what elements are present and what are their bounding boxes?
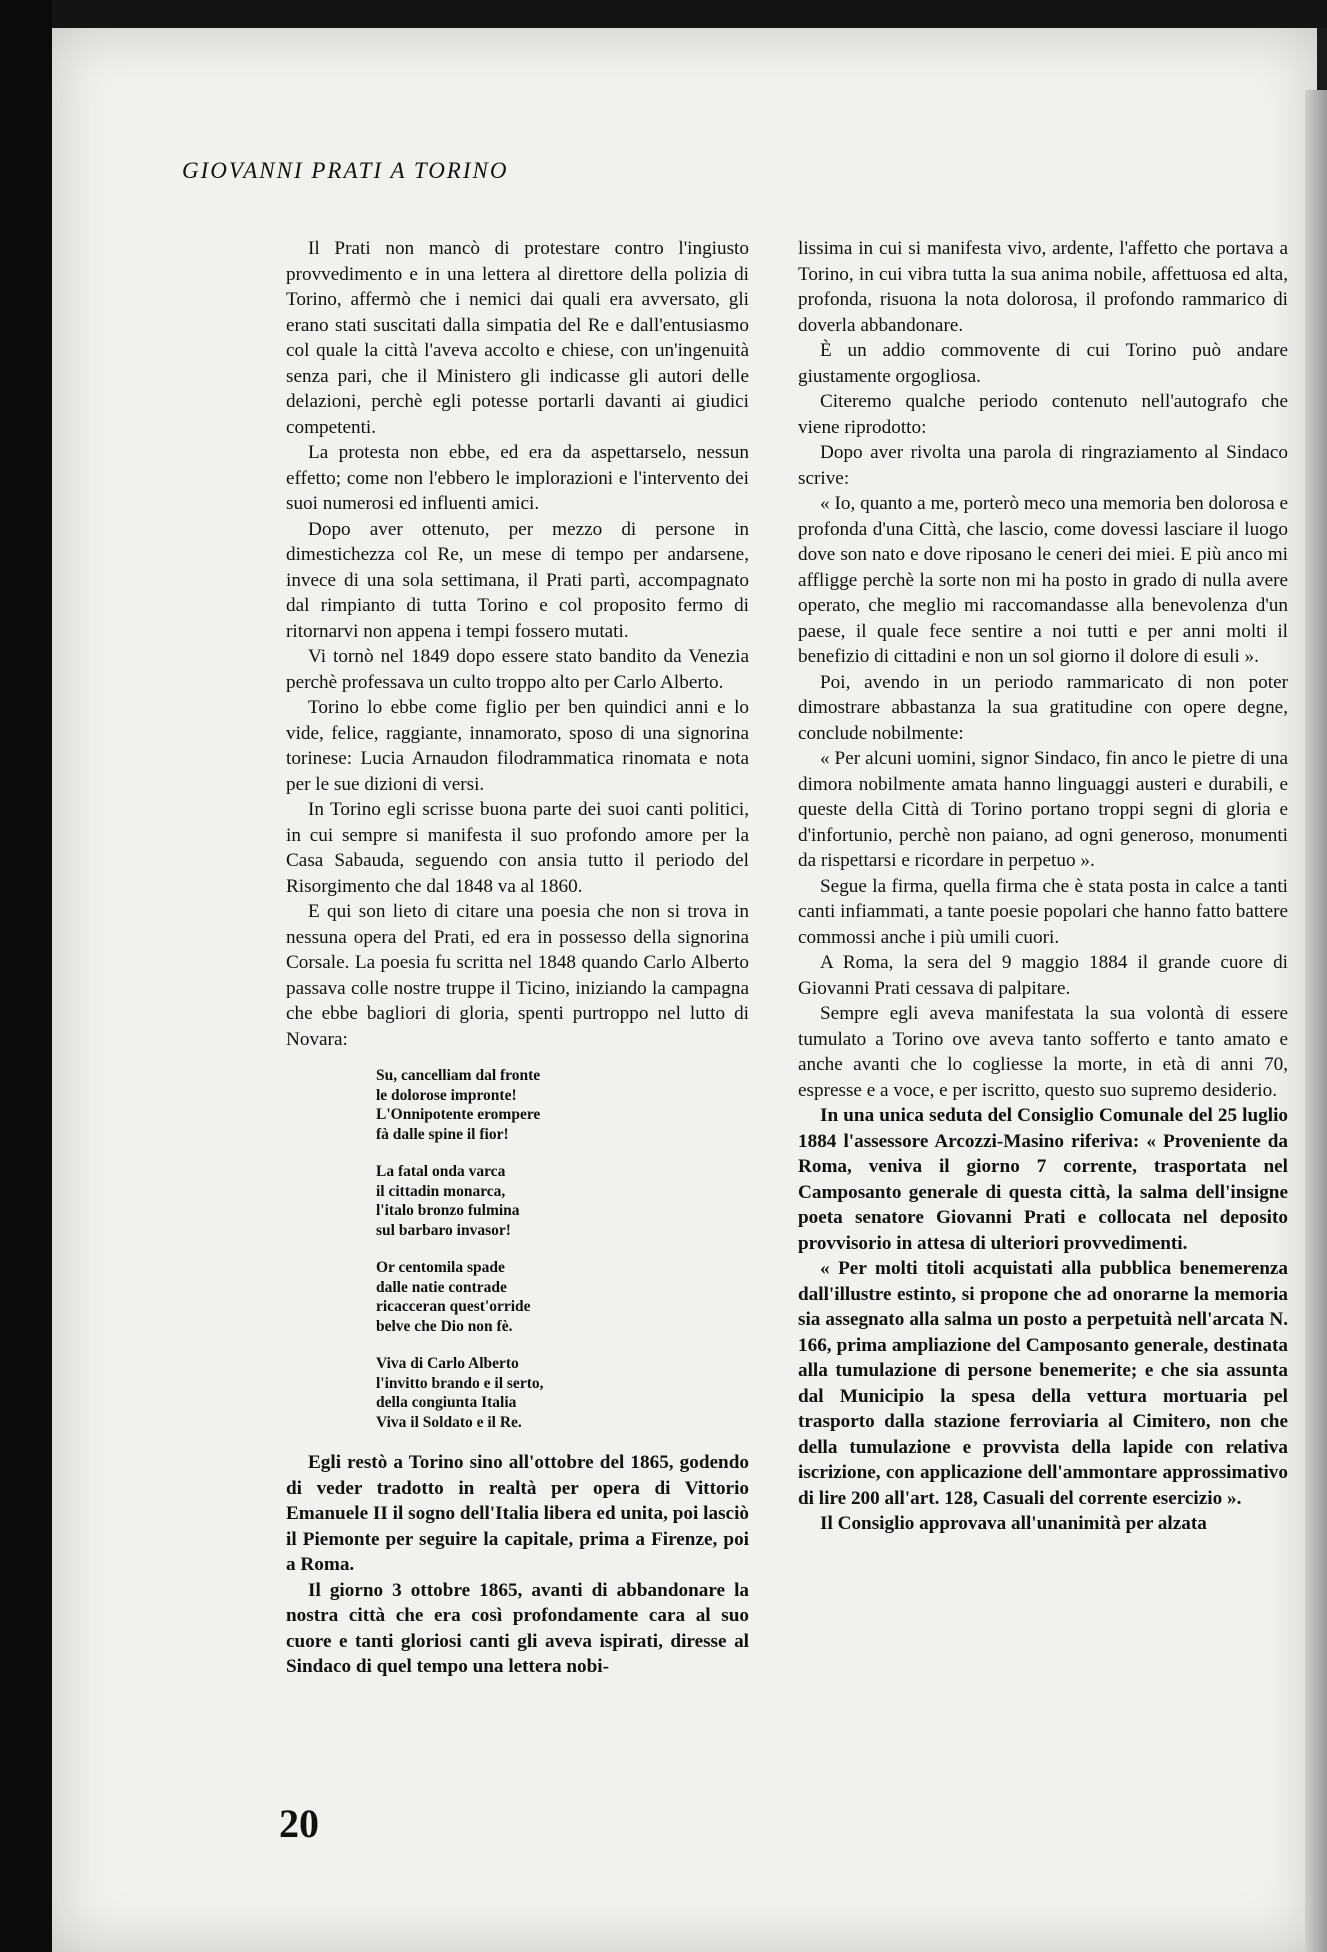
- paragraph: Dopo aver ottenuto, per mezzo di persone in dimestichezza col Re, un mese di tempo per andarsene, invece di una sola settimana, il Prati partì, accompagnato dal rimpianto di tutta Torino e col proposito fermo di ritornarvi non appena i tempi fossero mutati.: [286, 518, 749, 642]
- paragraph: In una unica seduta del Consiglio Comunale del 25 luglio 1884 l'assessore Arcozzi-Masino riferiva: « Proveniente da Roma, veniva il giorno 7 corrente, trasportata nel Camposanto generale di questa città, la salma dell'insigne poeta senatore Giovanni Prati e collocata nel deposito provvisorio in attesa di ulteriori provvedimenti.: [798, 1105, 1288, 1254]
- poem-line: Viva di Carlo Alberto: [376, 1355, 519, 1372]
- poem-line: ricacceran quest'orride: [376, 1298, 531, 1315]
- paragraph: E qui son lieto di citare una poesia che non si trova in nessuna opera del Prati, ed era in possesso della signorina Corsale. La poesia fu scritta nel 1848 quando Carlo Alberto passava colle nostre truppe il Ticino, iniziando la campagna che ebbe bagliori di gloria, spenti purtroppo nel lutto di Novara:: [286, 901, 749, 1050]
- poem-line: belve che Dio non fè.: [376, 1317, 513, 1335]
- page-stack-edge: [1305, 90, 1327, 1952]
- paragraph: Segue la firma, quella firma che è stata posta in calce a tanti canti infiammati, a tante poesie popolari che hanno fatto battere commossi anche i più umili cuori.: [798, 875, 1288, 948]
- page-number: 20: [279, 1801, 319, 1846]
- poem-line: dalle natie contrade: [376, 1278, 507, 1296]
- paragraph: La protesta non ebbe, ed era da aspettarselo, nessun effetto; come non l'ebbero le implorazioni e l'intervento dei suoi numerosi ed influenti amici.: [286, 442, 749, 514]
- poem-line: Or centomila spade: [376, 1259, 505, 1276]
- paragraph: lissima in cui si manifesta vivo, ardente, l'affetto che portava a Torino, in cui vibra tutta la sua anima nobile, affettuosa ed alta, profonda, risuona la nota dolorosa, il profondo rammarico di doverla abbandonare.: [798, 238, 1288, 336]
- quote-paragraph: « Per molti titoli acquistati alla pubblica benemerenza dall'illustre estinto, si propone che ad onorarne la memoria sia assegnato alla salma un posto a perpetuità nell'arcata N. 166, prima ampliazione del Camposanto generale, destinata alla tumulazione di persone benemerite; e che sia assunta dal Municipio la spesa della vettura mortuaria pel trasporto dalla stazione ferroviaria al Cimitero, non che della tumulazione e provvista della lapide con relativa iscrizione, con applicazione dell'ammontare approssimativo di lire 200 all'art. 128, Casuali del corrente esercizio ».: [798, 1258, 1288, 1509]
- right-column: [798, 236, 1288, 1537]
- quote-paragraph: « Io, quanto a me, porterò meco una memoria ben dolorosa e profonda d'una Città, che lascio, come dovessi lasciare il luogo dove son nato e dove riposano le ceneri dei miei. E più anco mi affligge perchè la sorte non mi ha posto in grado di nulla avere operato, che meglio mi raccomandasse alla benevolenza d'un paese, il quale fece sentire a noi tutti e per anni molti il benefizio di cittadini e non un sol giorno il dolore di esuli ».: [798, 493, 1288, 667]
- paragraph: Sempre egli aveva manifestata la sua volontà di essere tumulato a Torino ove aveva tanto sofferto e tanto amato e anche avanti che lo cogliesse la morte, in età di anni 70, espresse e a voce, e per iscritto, questo suo supremo desiderio.: [798, 1003, 1288, 1101]
- paragraph: Egli restò a Torino sino all'ottobre del 1865, godendo di veder tradotto in realtà per opera di Vittorio Emanuele II il sogno dell'Italia libera ed unita, poi lasciò il Piemonte per seguire la capitale, prima a Firenze, poi a Roma.: [286, 1452, 749, 1575]
- poem-line: il cittadin monarca,: [376, 1182, 506, 1200]
- poem-line: Viva il Soldato e il Re.: [376, 1413, 522, 1431]
- quote-paragraph: « Per alcuni uomini, signor Sindaco, fin anco le pietre di una dimora nobilmente amata hanno linguaggi austeri e durabili, e queste della Città di Torino portano troppi segni di gloria e d'infortunio, perchè non paiano, ad ogni generoso, monumenti da rispettarsi e ricordare in perpetuo ».: [798, 748, 1288, 871]
- scan-top-edge: [52, 0, 1327, 28]
- running-head: GIOVANNI PRATI A TORINO: [182, 158, 509, 183]
- paragraph: Il Consiglio approvava all'unanimità per alzata: [820, 1513, 1207, 1534]
- poem-stanza: [376, 1354, 749, 1432]
- paragraph: Il giorno 3 ottobre 1865, avanti di abbandonare la nostra città che era così profondamente cara al suo cuore e tanti gloriosi canti gli aveva ispirati, diresse al Sindaco di quel tempo una lettera nobi-: [286, 1579, 749, 1677]
- poem-line: fà dalle spine il fior!: [376, 1125, 509, 1143]
- poem-stanza: [376, 1162, 749, 1240]
- poem-line: sul barbaro invasor!: [376, 1221, 511, 1239]
- paragraph: In Torino egli scrisse buona parte dei suoi canti politici, in cui sempre si manifesta il suo profondo amore per la Casa Sabauda, seguendo con ansia tutto il periodo del Risorgimento che dal 1848 va al 1860.: [286, 799, 749, 897]
- paragraph: A Roma, la sera del 9 maggio 1884 il grande cuore di Giovanni Prati cessava di palpitare.: [798, 952, 1288, 999]
- poem-line: Su, cancelliam dal fronte: [376, 1067, 541, 1084]
- paragraph: Torino lo ebbe come figlio per ben quindici anni e lo vide, felice, raggiante, innamorato, sposo di una signorina torinese: Lucia Arnaudon filodrammatica rinomata e nota per le sue dizioni di versi.: [286, 697, 749, 795]
- poem-line: L'Onnipotente erompere: [376, 1106, 541, 1123]
- poem-line: le dolorose impronte!: [376, 1086, 517, 1104]
- poem-stanza: [376, 1066, 749, 1144]
- poem-line: l'italo bronzo fulmina: [376, 1202, 520, 1219]
- poem-line: La fatal onda varca: [376, 1163, 506, 1180]
- paragraph: Il Prati non mancò di protestare contro l'ingiusto provvedimento e in una lettera al direttore della polizia di Torino, affermò che i nemici dai quali era avversato, gli erano stati suscitati dalla simpatia del Re e dall'entusiasmo col quale la città l'aveva accolto e chiese, con un'ingenuità senza pari, che il Ministero gli indicasse gli autori delle delazioni, perchè egli potesse portarli davanti ai giudici competenti.: [286, 238, 749, 438]
- scan-left-edge: [0, 0, 52, 1952]
- poem-line: l'invitto brando e il serto,: [376, 1374, 544, 1392]
- poem-line: della congiunta Italia: [376, 1394, 517, 1411]
- left-column: [286, 236, 749, 1680]
- poem: [376, 1066, 749, 1432]
- paragraph: Dopo aver rivolta una parola di ringraziamento al Sindaco scrive:: [798, 442, 1288, 489]
- paragraph: Poi, avendo in un periodo rammaricato di non poter dimostrare abbastanza la sua gratitudine con opere degne, conclude nobilmente:: [798, 671, 1288, 744]
- paragraph: Citeremo qualche periodo contenuto nell'autografo che viene riprodotto:: [798, 391, 1288, 438]
- poem-stanza: [376, 1258, 749, 1336]
- paragraph: È un addio commovente di cui Torino può andare giustamente orgogliosa.: [798, 340, 1288, 387]
- paragraph: Vi tornò nel 1849 dopo essere stato bandito da Venezia perchè professava un culto troppo alto per Carlo Alberto.: [286, 646, 749, 693]
